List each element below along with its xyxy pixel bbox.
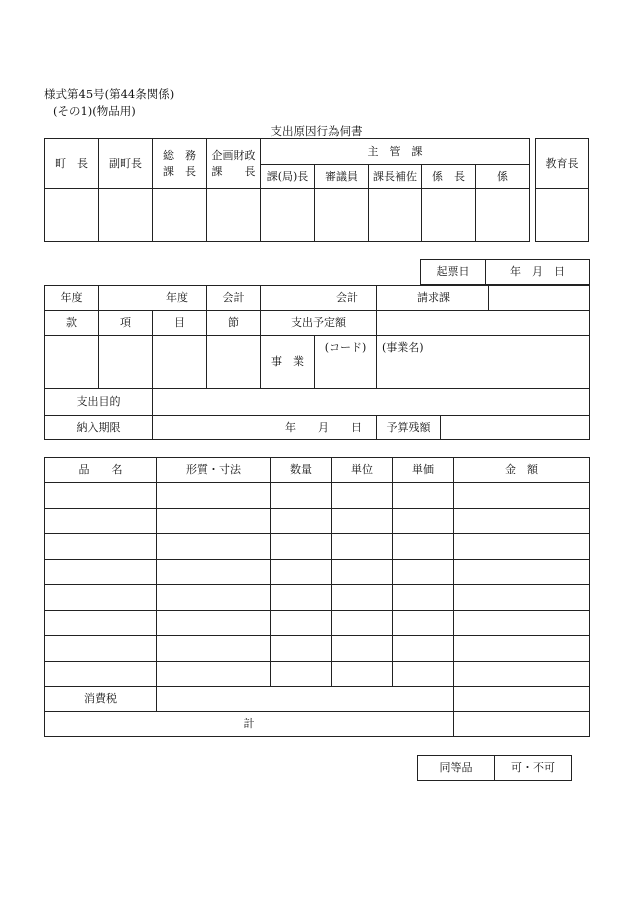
item-price-cell[interactable] xyxy=(393,610,454,636)
item-name-cell[interactable] xyxy=(45,636,157,662)
item-spec-cell[interactable] xyxy=(157,534,271,560)
item-price-cell[interactable] xyxy=(393,661,454,687)
kou-header: 項 xyxy=(99,311,153,336)
delivery-deadline-field[interactable]: 年 月 日 xyxy=(153,416,377,440)
item-unit-cell[interactable] xyxy=(332,636,393,662)
item-name-header: 品 名 xyxy=(45,458,157,483)
item-qty-cell[interactable] xyxy=(271,585,332,611)
stamp-cell-deputy xyxy=(99,189,153,242)
project-label: 事 業 xyxy=(261,336,315,389)
item-unit-cell[interactable] xyxy=(332,559,393,585)
item-row xyxy=(45,483,590,509)
item-row xyxy=(45,534,590,560)
delivery-deadline-label: 納入期限 xyxy=(45,416,153,440)
stamp-cell-sub3 xyxy=(422,189,476,242)
sub-col-3: 係 長 xyxy=(422,165,476,189)
item-row xyxy=(45,636,590,662)
approval-table xyxy=(44,138,530,242)
purpose-field[interactable] xyxy=(153,389,590,416)
education-head-table xyxy=(535,138,589,242)
fiscal-year-label: 年度 xyxy=(45,286,99,311)
item-spec-cell[interactable] xyxy=(157,585,271,611)
stamp-cell-sub2 xyxy=(369,189,422,242)
account-field[interactable]: 会計 xyxy=(261,286,377,311)
item-spec-cell[interactable] xyxy=(157,483,271,509)
kan-header: 款 xyxy=(45,311,99,336)
general-affairs-line1: 総 務 xyxy=(163,148,196,162)
account-label: 会計 xyxy=(207,286,261,311)
general-affairs-line2: 課 長 xyxy=(163,164,196,178)
item-spec-cell[interactable] xyxy=(157,559,271,585)
equivalent-label: 同等品 xyxy=(418,756,495,781)
requesting-dept-field[interactable] xyxy=(489,286,590,311)
item-amount-cell[interactable] xyxy=(454,610,590,636)
stamp-cell-sub4 xyxy=(476,189,530,242)
stamp-cell-sub0 xyxy=(261,189,315,242)
item-qty-cell[interactable] xyxy=(271,483,332,509)
item-amount-cell[interactable] xyxy=(454,559,590,585)
item-price-cell[interactable] xyxy=(393,559,454,585)
equivalent-table xyxy=(417,755,572,781)
consumption-tax-label: 消費税 xyxy=(45,687,157,712)
item-price-cell[interactable] xyxy=(393,636,454,662)
stamp-cell-planning xyxy=(207,189,261,242)
item-name-cell[interactable] xyxy=(45,508,157,534)
item-amount-cell[interactable] xyxy=(454,483,590,509)
stamp-cell-town-head xyxy=(45,189,99,242)
fiscal-year-field[interactable]: 年度 xyxy=(99,286,207,311)
item-unit-header: 単位 xyxy=(332,458,393,483)
item-row xyxy=(45,585,590,611)
planning-line1: 企画財政 xyxy=(211,148,256,162)
item-name-cell[interactable] xyxy=(45,661,157,687)
item-spec-cell[interactable] xyxy=(157,636,271,662)
total-amount[interactable] xyxy=(454,712,590,737)
planning-header xyxy=(207,139,261,189)
town-head-header: 町 長 xyxy=(45,139,99,189)
item-amount-cell[interactable] xyxy=(454,636,590,662)
item-spec-header: 形質・寸法 xyxy=(157,458,271,483)
item-spec-cell[interactable] xyxy=(157,610,271,636)
purpose-label: 支出目的 xyxy=(45,389,153,416)
item-price-cell[interactable] xyxy=(393,508,454,534)
project-code-field[interactable]: (コード) xyxy=(315,336,377,389)
stamp-cell-education xyxy=(536,189,589,242)
requesting-dept-label: 請求課 xyxy=(377,286,489,311)
stamp-cell-sub1 xyxy=(315,189,369,242)
draft-date-table xyxy=(420,259,590,285)
item-amount-cell[interactable] xyxy=(454,508,590,534)
setsu-field[interactable] xyxy=(207,336,261,389)
form-title: 支出原因行為伺書 xyxy=(270,124,363,138)
budget-balance-field[interactable] xyxy=(441,416,590,440)
item-price-header: 単価 xyxy=(393,458,454,483)
item-name-cell[interactable] xyxy=(45,585,157,611)
education-head-header: 教育長 xyxy=(536,139,589,189)
item-qty-header: 数量 xyxy=(271,458,332,483)
planning-line2: 課 長 xyxy=(211,164,256,178)
item-spec-cell[interactable] xyxy=(157,661,271,687)
item-unit-cell[interactable] xyxy=(332,534,393,560)
item-spec-cell[interactable] xyxy=(157,508,271,534)
deputy-head-header: 副町長 xyxy=(99,139,153,189)
items-table xyxy=(44,457,590,737)
form-sub-label: (その1)(物品用) xyxy=(53,104,136,118)
item-price-cell[interactable] xyxy=(393,585,454,611)
item-qty-cell[interactable] xyxy=(271,636,332,662)
item-qty-cell[interactable] xyxy=(271,559,332,585)
item-unit-cell[interactable] xyxy=(332,508,393,534)
item-price-cell[interactable] xyxy=(393,483,454,509)
form-number: 様式第45号(第44条関係) xyxy=(44,87,175,101)
total-label: 計 xyxy=(45,712,454,737)
planned-amount-header: 支出予定額 xyxy=(261,311,377,336)
item-row xyxy=(45,559,590,585)
item-unit-cell[interactable] xyxy=(332,585,393,611)
item-name-cell[interactable] xyxy=(45,534,157,560)
main-dept-header: 主 管 課 xyxy=(261,139,530,165)
planned-amount-field[interactable] xyxy=(377,311,590,336)
budget-info-table xyxy=(44,285,590,440)
item-amount-header: 金 額 xyxy=(454,458,590,483)
moku-field[interactable] xyxy=(153,336,207,389)
consumption-tax-amount[interactable] xyxy=(454,687,590,712)
kan-field[interactable] xyxy=(45,336,99,389)
item-unit-cell[interactable] xyxy=(332,661,393,687)
item-row xyxy=(45,508,590,534)
item-qty-cell[interactable] xyxy=(271,534,332,560)
kou-field[interactable] xyxy=(99,336,153,389)
sub-col-4: 係 xyxy=(476,165,530,189)
item-name-cell[interactable] xyxy=(45,559,157,585)
equivalent-value[interactable]: 可・不可 xyxy=(495,756,572,781)
draft-date-value: 年 月 日 xyxy=(486,260,590,285)
item-amount-cell[interactable] xyxy=(454,585,590,611)
item-unit-cell[interactable] xyxy=(332,610,393,636)
item-amount-cell[interactable] xyxy=(454,661,590,687)
item-price-cell[interactable] xyxy=(393,534,454,560)
sub-col-2: 課長補佐 xyxy=(369,165,422,189)
draft-date-label: 起票日 xyxy=(421,260,486,285)
item-name-cell[interactable] xyxy=(45,610,157,636)
budget-balance-label: 予算残額 xyxy=(377,416,441,440)
item-qty-cell[interactable] xyxy=(271,610,332,636)
sub-col-1: 審議員 xyxy=(315,165,369,189)
item-row xyxy=(45,661,590,687)
item-name-cell[interactable] xyxy=(45,483,157,509)
item-qty-cell[interactable] xyxy=(271,508,332,534)
item-row xyxy=(45,610,590,636)
consumption-tax-blank xyxy=(157,687,454,712)
item-amount-cell[interactable] xyxy=(454,534,590,560)
sub-col-0: 課(局)長 xyxy=(261,165,315,189)
general-affairs-header xyxy=(153,139,207,189)
setsu-header: 節 xyxy=(207,311,261,336)
project-name-field[interactable]: (事業名) xyxy=(377,336,590,389)
item-qty-cell[interactable] xyxy=(271,661,332,687)
item-unit-cell[interactable] xyxy=(332,483,393,509)
moku-header: 目 xyxy=(153,311,207,336)
stamp-cell-general xyxy=(153,189,207,242)
